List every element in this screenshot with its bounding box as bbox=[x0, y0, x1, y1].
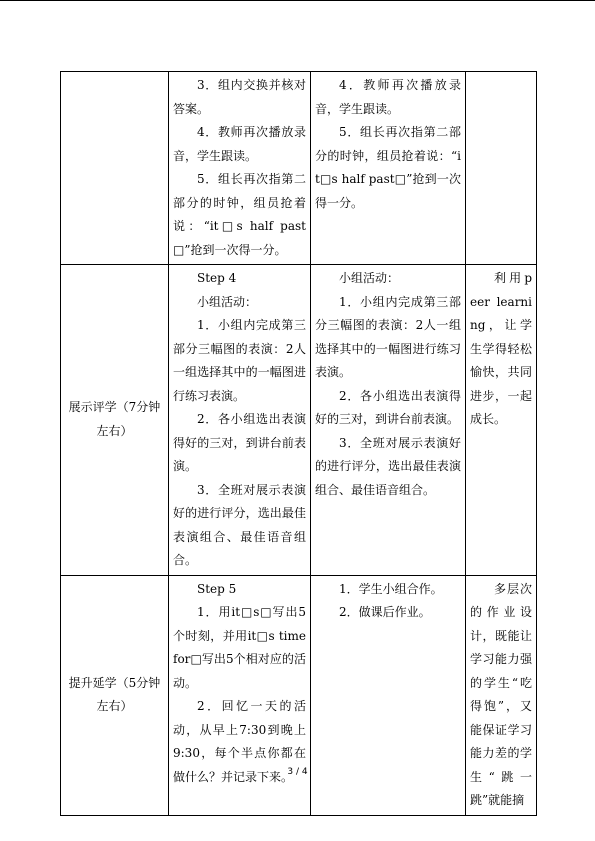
design-note-cell bbox=[466, 265, 537, 576]
design-note-text: 利用peer learning，让学生学得轻松愉快，共同进步，一起成长。 bbox=[470, 271, 532, 426]
stage-label: 提升延学（5分钟 左右） bbox=[68, 675, 161, 713]
student-activity-cell bbox=[311, 575, 466, 815]
stage-cell bbox=[61, 575, 169, 815]
page-top-border bbox=[0, 0, 595, 1]
teacher-step-text: 1．用it□s□写出5个时刻，并用it□s time for□写出5个相对应的活动。 bbox=[173, 605, 306, 690]
teacher-step-text: 1．小组内完成第三部分三幅图的表演：2人一组选择其中的一幅图进行练习表演。 bbox=[173, 318, 306, 403]
table-row bbox=[61, 575, 537, 815]
teacher-step-text: 5．组长再次指第二部分的时钟，组员抢着说：“it□s half past□”抢到一次得一分。 bbox=[173, 172, 306, 257]
student-step-text: 小组活动： bbox=[339, 271, 400, 285]
design-note-cell bbox=[466, 575, 537, 815]
student-step-text: 2．做课后作业。 bbox=[339, 605, 431, 619]
lesson-plan-table bbox=[60, 71, 537, 816]
teacher-activity-cell bbox=[169, 72, 311, 265]
student-activity-cell bbox=[311, 72, 466, 265]
student-step-text: 1．小组内完成第三部分三幅图的表演：2人一组选择其中的一幅图进行练习表演。 bbox=[315, 294, 461, 379]
page-number: 3 / 4 bbox=[287, 767, 308, 777]
table-row bbox=[61, 265, 537, 576]
step-heading: Step 4 bbox=[197, 271, 237, 285]
student-step-text: 5．组长再次指第二部分的时钟，组员抢着说：“it□s half past□”抢到一次得一分。 bbox=[315, 125, 461, 210]
design-note-text: 多层次的作业设计，既能让学习能力强的学生“吃得饱”，又能保证学习能力差的学生“跳一跳”就能摘 bbox=[470, 581, 532, 807]
student-activity-cell bbox=[311, 265, 466, 576]
teacher-step-text: 2．各小组选出表演得好的三对，到讲台前表演。 bbox=[173, 412, 306, 473]
design-note-cell bbox=[466, 72, 537, 265]
stage-cell bbox=[61, 265, 169, 576]
teacher-activity-cell bbox=[169, 265, 311, 576]
student-step-text: 3．全班对展示表演好的进行评分，选出最佳表演组合、最佳语音组合。 bbox=[315, 435, 461, 497]
teacher-step-text: 4．教师再次播放录音，学生跟读。 bbox=[173, 125, 306, 163]
teacher-activity-cell bbox=[169, 575, 311, 815]
teacher-step-text: 小组活动： bbox=[197, 294, 258, 309]
teacher-step-text: 3．组内交换并核对答案。 bbox=[173, 78, 306, 116]
teacher-step-text: 2．回忆一天的活动，从早上7:30到晚上9:30，每个半点你都在做什么？并记录下来。 bbox=[173, 699, 306, 784]
stage-cell bbox=[61, 72, 169, 265]
teacher-step-text: 3．全班对展示表演好的进行评分，选出最佳表演组合、最佳语音组合。 bbox=[173, 482, 306, 567]
student-step-text: 4．教师再次播放录音，学生跟读。 bbox=[315, 78, 461, 116]
student-step-text: 2．各小组选出表演得好的三对，到讲台前表演。 bbox=[315, 388, 461, 426]
table-row bbox=[61, 72, 537, 265]
step-heading: Step 5 bbox=[197, 581, 237, 596]
student-step-text: 1．学生小组合作。 bbox=[339, 581, 443, 596]
stage-label: 展示评学（7分钟左右） bbox=[68, 400, 161, 438]
